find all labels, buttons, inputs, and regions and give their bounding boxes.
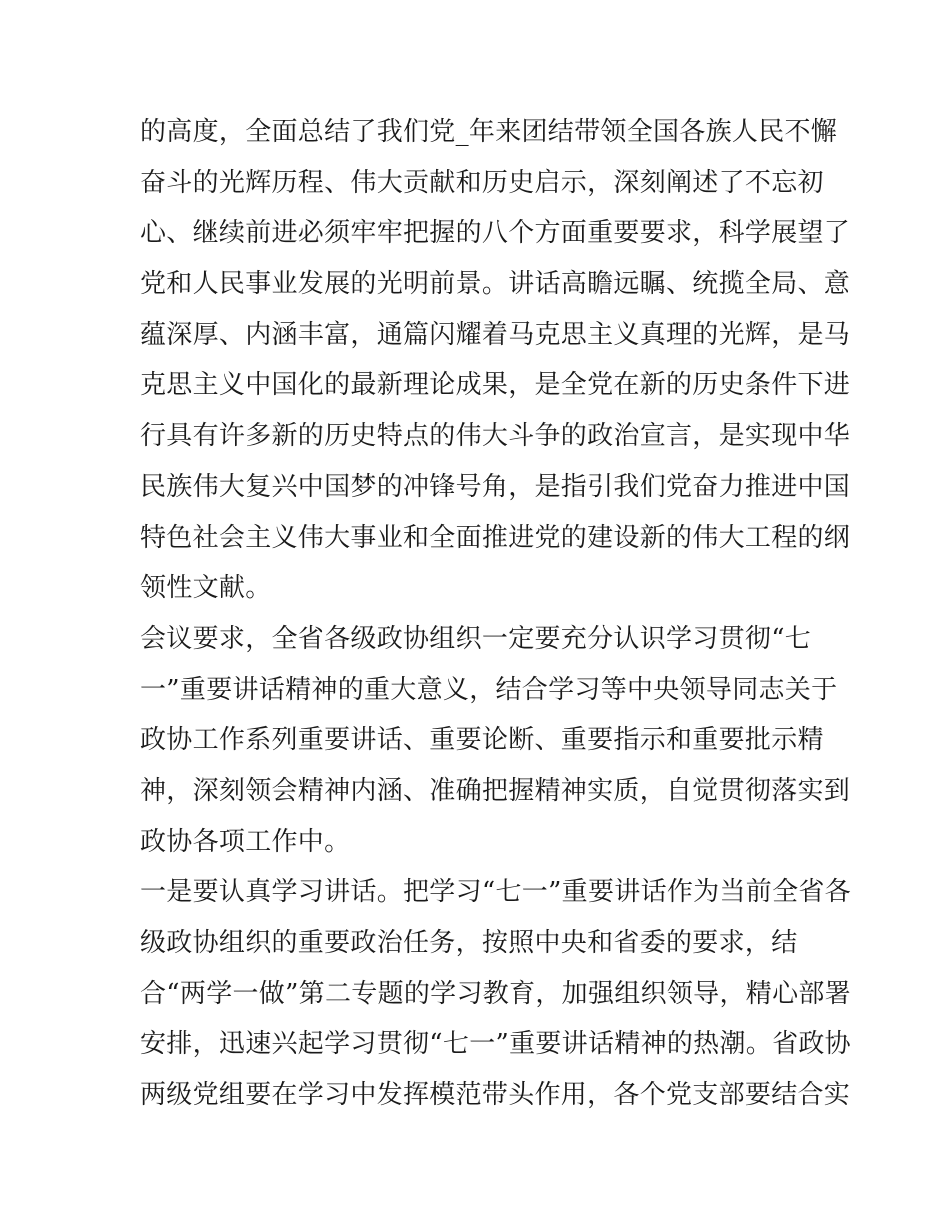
text-line: 神，深刻领会精神内涵、准确把握精神实质，自觉贯彻落实到 [140,775,851,806]
text-line: 特色社会主义伟大事业和全面推进党的建设新的伟大工程的纲 [140,522,851,553]
text-line: 民族伟大复兴中国梦的冲锋号角，是指引我们党奋力推进中国 [140,471,851,502]
text-line: 的高度，全面总结了我们党_年来团结带领全国各族人民不懈 [140,117,838,147]
text-line: 政协各项工作中。 [140,826,351,857]
text-line: 一是要认真学习讲话。把学习“七一”重要讲话作为当前全省各 [140,877,851,908]
text-line: 会议要求，全省各级政协组织一定要充分认识学习贯彻“七 [140,623,812,654]
text-line: 心、继续前进必须牢牢把握的八个方面重要要求，科学展望了 [140,218,851,249]
text-line: 克思主义中国化的最新理论成果，是全党在新的历史条件下进 [140,370,851,401]
text-line: 奋斗的光辉历程、伟大贡献和历史启示，深刻阐述了不忘初 [140,167,824,198]
text-line: 合“两学一做”第二专题的学习教育，加强组织领导，精心部署 [140,978,851,1009]
text-line: 两级党组要在学习中发挥模范带头作用，各个党支部要结合实 [140,1080,851,1111]
text-line: 级政协组织的重要政治任务，按照中央和省委的要求，结 [140,928,798,958]
text-line: 党和人民事业发展的光明前景。讲话高瞻远瞩、统揽全局、意 [140,269,851,300]
text-line: 蕴深厚、内涵丰富，通篇闪耀着马克思主义真理的光辉，是马 [140,319,851,350]
document-body [140,107,851,1121]
text-line: 政协工作系列重要讲话、重要论断、重要指示和重要批示精 [140,725,824,756]
text-line: 领性文献。 [140,573,272,604]
text-line: 安排，迅速兴起学习贯彻“七一”重要讲话精神的热潮。省政协 [140,1029,851,1060]
text-line: 一”重要讲话精神的重大意义，结合学习等中央领导同志关于 [140,674,838,705]
text-line: 行具有许多新的历史特点的伟大斗争的政治宣言，是实现中华 [140,421,851,452]
